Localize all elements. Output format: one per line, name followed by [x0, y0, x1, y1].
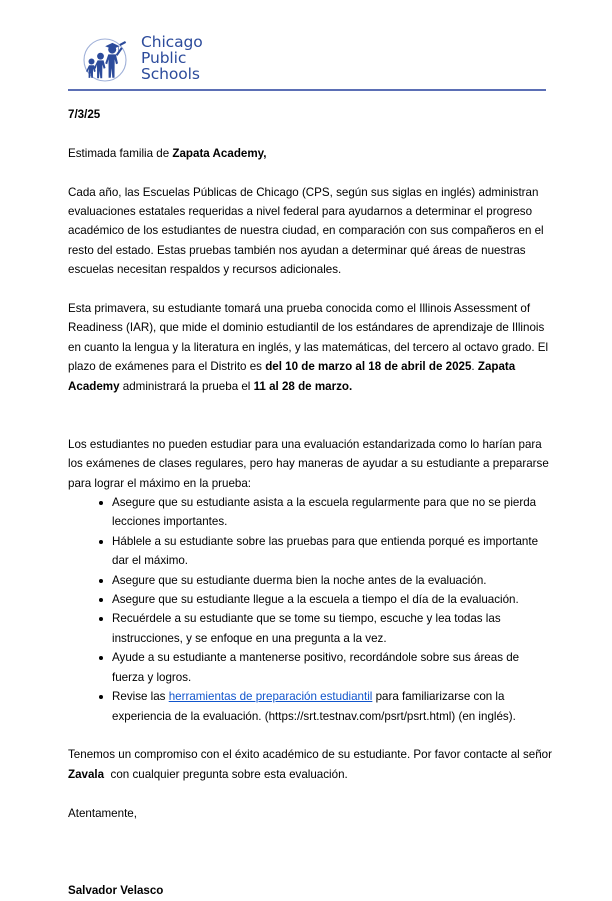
letter-date: 7/3/25 [68, 108, 101, 121]
list-item-text: Asegure que su estudiante duerma bien la noche antes de la evaluación. [112, 573, 487, 587]
closing-salutation: Atentamente, [68, 806, 137, 820]
signature-gap [68, 842, 552, 861]
paragraph-prep-intro: Los estudiantes no pueden estudiar para una evaluación estandarizada como lo harían para los exámenes de clases regulares, pero hay maneras de ayudar a su estudiante a prepararse para lograr el máximo en la prueba: [68, 437, 549, 490]
bullet-icon [99, 617, 103, 621]
iar-text-part-1: Esta primavera, su estudiante tomará una prueba conocida como el Illinois Assessment of Readiness (IAR), que mide el dominio estudiantil de los estándares de aprendizaje de Illinois en cuanto la lengua y la literatura en inglés, y las matemáticas, del tercero al octavo grado. El plazo de exámenes para el Distrito es [68, 302, 549, 374]
iar-text-part-3: administrará la prueba el [119, 379, 254, 393]
list-item [68, 571, 552, 590]
signature-gap-2 [68, 862, 552, 881]
salutation [68, 144, 552, 163]
list-item [68, 532, 552, 571]
logo [68, 34, 546, 86]
logo-word-line-2: Public [141, 48, 187, 67]
bullet-icon [99, 540, 103, 544]
school-name-inline: Zapata Academy [68, 360, 516, 393]
bullet-icon [99, 501, 103, 505]
school-testing-window: 11 al 28 de marzo. [253, 379, 353, 393]
district-testing-window: del 10 de marzo al 18 de abril de 2025 [265, 360, 472, 374]
list-item-with-link [68, 687, 552, 726]
bullet-icon [99, 598, 103, 602]
preparation-tips-list [68, 493, 552, 726]
list-item-text: Asegure que su estudiante llegue a la escuela a tiempo el día de la evaluación. [112, 593, 519, 607]
salutation-school-name: Zapata Academy, [172, 146, 267, 160]
link-suffix-text: para familiarizarse con la experiencia de la evaluación. (https://srt.testnav.com/psrt/psrt.html) (en inglés). [112, 690, 516, 723]
contact-text-part-2: con cualquier pregunta sobre esta evaluación. [104, 767, 348, 781]
list-item [68, 648, 552, 687]
list-item-text: Háblele a su estudiante sobre las pruebas para que entienda porqué es importante dar el máximo. [112, 534, 539, 568]
chicago-public-schools-logo-icon [78, 34, 140, 84]
iar-text-part-2: . [471, 360, 478, 374]
salutation-prefix: Estimada familia de [68, 146, 173, 160]
contact-person-name: Zavala [68, 767, 105, 781]
letterhead [68, 34, 546, 91]
paragraph-intro: Cada año, las Escuelas Públicas de Chicago (CPS, según sus siglas en inglés) administran evaluaciones estatales requeridas a nivel federal para ayudarnos a determinar el progreso académico de los estudiantes de nuestra ciudad, en comparación con sus compañeros en el resto del estado. Estas pruebas también nos ayudan a determinar qué áreas de nuestras escuelas necesitan respaldos y recursos adicionales. [68, 185, 544, 277]
bullet-icon [99, 579, 103, 583]
student-practice-tools-link[interactable]: herramientas de preparación estudiantil [168, 690, 373, 704]
letter-body [68, 105, 552, 901]
list-item-text: Recuérdele a su estudiante que se tome su tiempo, escuche y lea todas las instrucciones, y se enfoque en una pregunta a la vez. [112, 612, 501, 645]
paragraph-gap [68, 415, 552, 434]
logo-word-line-1: Chicago [141, 33, 203, 51]
logo-word-line-3: Schools [141, 64, 200, 83]
signature-name: Salvador Velasco [68, 884, 164, 898]
logo-wordmark [141, 35, 203, 82]
bullet-icon [99, 695, 103, 699]
link-prefix-text: Revise las [112, 690, 169, 704]
header-divider [68, 89, 546, 91]
paragraph-contact [68, 745, 552, 784]
list-item [68, 493, 552, 532]
list-item-text: Asegure que su estudiante asista a la escuela regularmente para que no se pierda lecciones importantes. [112, 496, 537, 529]
contact-text-part-1: Tenemos un compromiso con el éxito académico de su estudiante. Por favor contacte al señor [68, 748, 552, 762]
list-item [68, 609, 552, 648]
paragraph-iar-window [68, 299, 552, 396]
bullet-icon [99, 656, 103, 660]
list-item [68, 590, 552, 609]
list-item-text: Ayude a su estudiante a mantenerse positivo, recordándole sobre sus áreas de fuerza y logros. [112, 651, 520, 684]
